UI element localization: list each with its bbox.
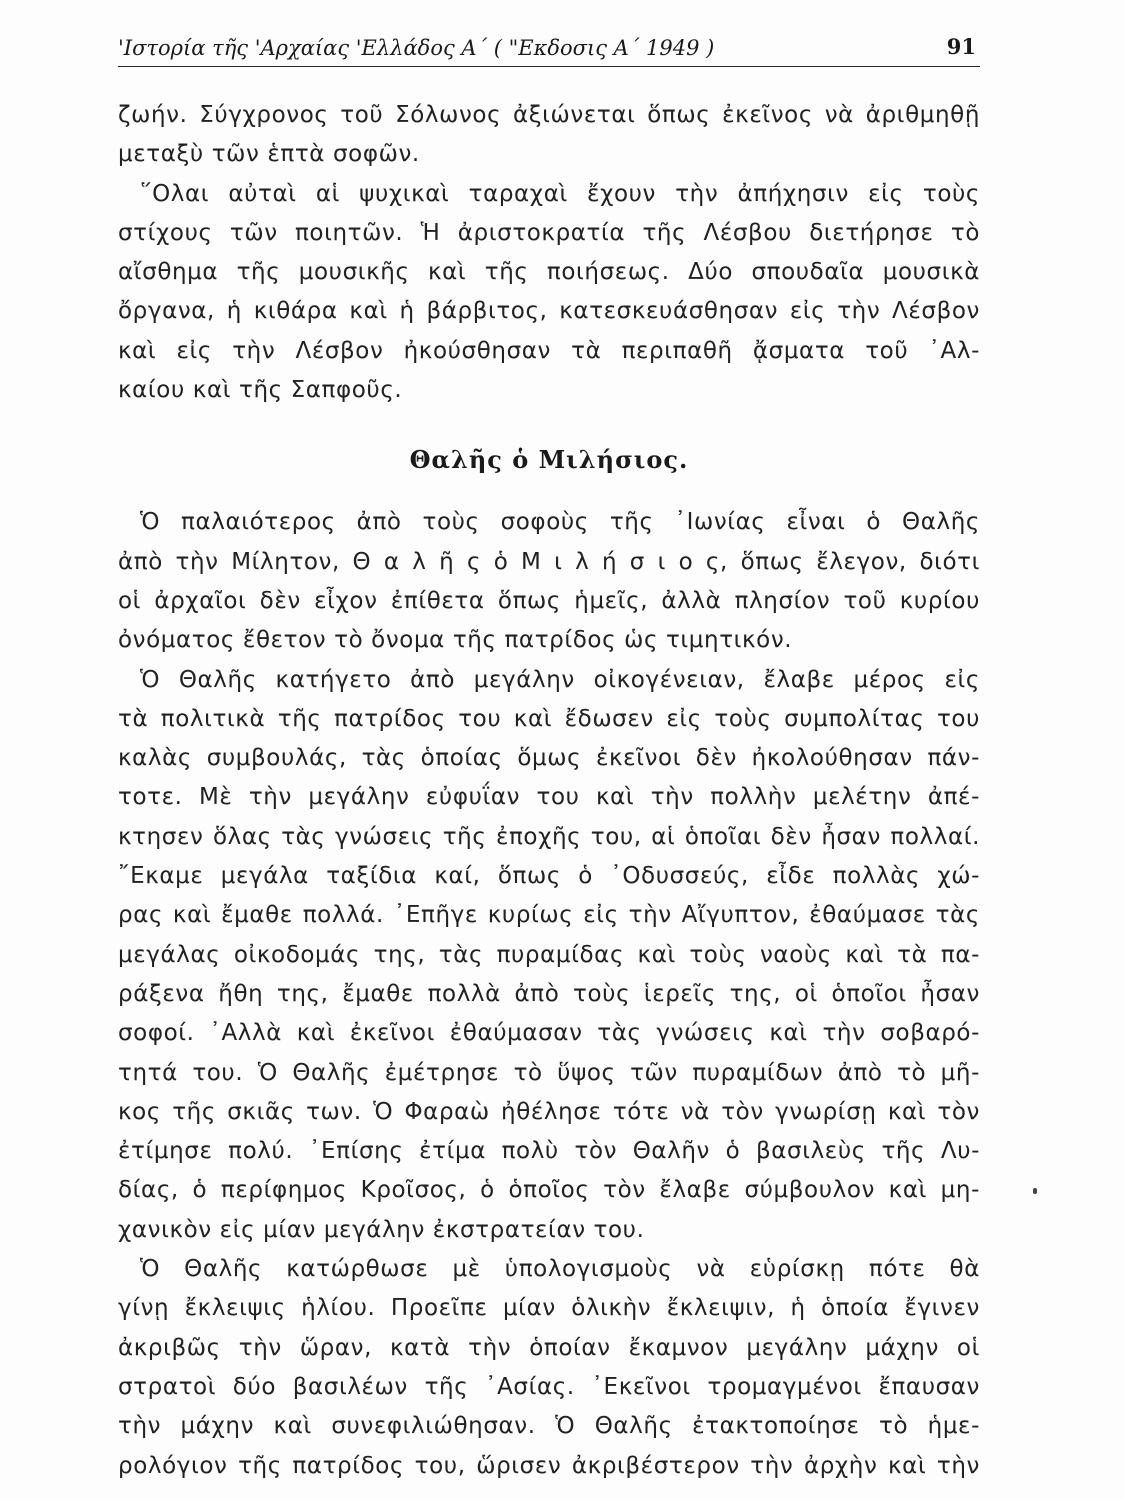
- text-line: κτησεν ὅλας τὰς γνώσεις τῆς ἐποχῆς του, αἱ ὁποῖαι δὲν ἦσαν πολλαί.: [118, 823, 980, 850]
- text-line: χανικὸν εἰς μίαν μεγάλην ἐκστρατείαν του.: [118, 1216, 645, 1243]
- paragraph-3: [118, 503, 980, 660]
- paragraph-4: [118, 661, 980, 1250]
- text-line: ρολόγιον τῆς πατρίδος του, ὥρισεν ἀκριβέστερον τὴν ἀρχὴν καὶ τὴν: [118, 1452, 980, 1479]
- text-line: ἀπὸ τὴν Μίλητον, Θ α λ ῆ ς ὁ Μ ι λ ή σ ι ο ς, ὅπως ἔλεγον, διότι: [118, 548, 980, 575]
- text-line: ὄργανα, ἡ κιθάρα καὶ ἡ βάρβιτος, κατεσκευάσθησαν εἰς τὴν Λέσβον: [118, 298, 980, 325]
- paragraph-5: [118, 1250, 980, 1486]
- text-line: ἀκριβῶς τὴν ὥραν, κατὰ τὴν ὁποίαν ἔκαμνον μεγάλην μάχην οἱ: [118, 1334, 980, 1361]
- text-line: σοφοί. ᾿Αλλὰ καὶ ἐκεῖνοι ἐθαύμασαν τὰς γνώσεις καὶ τὴν σοβαρό-: [118, 1020, 980, 1047]
- text-line: δίας, ὁ περίφημος Κροῖσος, ὁ ὁποῖος τὸν ἔλαβε σύμβουλον καὶ μη-: [118, 1177, 980, 1204]
- section-heading: Θαλῆς ὁ Μιλήσιος.: [409, 445, 689, 475]
- text-line: αἴσθημα τῆς μουσικῆς καὶ τῆς ποιήσεως. Δύο σπουδαῖα μουσικὰ: [118, 259, 980, 286]
- text-line: Ὁ Θαλῆς κατήγετο ἀπὸ μεγάλην οἰκογένειαν, ἔλαβε μέρος εἰς: [140, 666, 980, 693]
- text-line: τητά του. Ὁ Θαλῆς ἐμέτρησε τὸ ὕψος τῶν πυραμίδων ἀπὸ τὸ μῆ-: [118, 1059, 980, 1086]
- paragraph-2: [118, 175, 980, 411]
- running-header: [118, 32, 980, 67]
- text-line: καὶ εἰς τὴν Λέσβον ἠκούσθησαν τὰ περιπαθῆ ᾄσματα τοῦ ᾿Αλ-: [118, 337, 980, 364]
- text-line: ράξενα ἤθη της, ἔμαθε πολλὰ ἀπὸ τοὺς ἱερεῖς της, οἱ ὁποῖοι ἦσαν: [118, 980, 980, 1007]
- text-line: γίνῃ ἔκλειψις ἡλίου. Προεῖπε μίαν ὁλικὴν ἔκλειψιν, ἡ ὁποία ἔγινεν: [118, 1295, 980, 1322]
- text-line: τὴν μάχην καὶ συνεφιλιώθησαν. Ὁ Θαλῆς ἐτακτοποίησε τὸ ἡμε-: [118, 1413, 980, 1440]
- text-line: καίου καὶ τῆς Σαπφοῦς.: [118, 377, 403, 404]
- body-text: [118, 96, 980, 1486]
- text-line: οἱ ἀρχαῖοι δὲν εἶχον ἐπίθετα ὅπως ἡμεῖς, ἀλλὰ πλησίον τοῦ κυρίου: [118, 587, 980, 614]
- text-line: ῞Ολαι αὐταὶ αἱ ψυχικαὶ ταραχαὶ ἔχουν τὴν ἀπήχησιν εἰς τοὺς: [140, 180, 980, 207]
- text-line: Ὁ Θαλῆς κατώρθωσε μὲ ὑπολογισμοὺς νὰ εὑρίσκῃ πότε θὰ: [140, 1256, 980, 1283]
- header-title: 'Ιστορία τῆς 'Αρχαίας 'Ελλάδος Α΄ ( "Εκδοσις Α΄ 1949 ): [118, 36, 715, 60]
- page-number: 91: [946, 34, 976, 59]
- text-line: μεταξὺ τῶν ἑπτὰ σοφῶν.: [118, 141, 420, 168]
- text-line: κος τῆς σκιᾶς των. Ὁ Φαραὼ ἠθέλησε τότε νὰ τὸν γνωρίσῃ καὶ τὸν: [118, 1098, 980, 1125]
- text-line: Ὁ παλαιότερος ἀπὸ τοὺς σοφοὺς τῆς ᾿Ιωνίας εἶναι ὁ Θαλῆς: [140, 509, 980, 536]
- ink-speck: [1033, 1188, 1037, 1194]
- text-line: ἐτίμησε πολύ. ᾿Επίσης ἐτίμα πολὺ τὸν Θαλῆν ὁ βασιλεὺς τῆς Λυ-: [118, 1138, 980, 1165]
- text-line: ρας καὶ ἔμαθε πολλά. ᾿Επῆγε κυρίως εἰς τὴν Αἴγυπτον, ἐθαύμασε τὰς: [118, 902, 980, 929]
- text-line: τοτε. Μὲ τὴν μεγάλην εὐφυΐαν του καὶ τὴν πολλὴν μελέτην ἀπέ-: [118, 784, 980, 811]
- text-line: καλὰς συμβουλάς, τὰς ὁποίας ὅμως ἐκεῖνοι δὲν ἠκολούθησαν πάν-: [118, 745, 980, 772]
- text-line: ζωήν. Σύγχρονος τοῦ Σόλωνος ἀξιώνεται ὅπως ἐκεῖνος νὰ ἀριθμηθῇ: [118, 102, 980, 128]
- text-line: ὀνόματος ἔθετον τὸ ὄνομα τῆς πατρίδος ὡς τιμητικόν.: [118, 627, 793, 654]
- paragraph-1: [118, 96, 980, 175]
- text-line: ῎Εκαμε μεγάλα ταξίδια καί, ὅπως ὁ ᾿Οδυσσεύς, εἶδε πολλὰς χώ-: [118, 863, 980, 890]
- text-line: στρατοὶ δύο βασιλέων τῆς ᾿Ασίας. ᾿Εκεῖνοι τρομαγμένοι ἔπαυσαν: [118, 1373, 980, 1400]
- text-line: τὰ πολιτικὰ τῆς πατρίδος του καὶ ἔδωσεν εἰς τοὺς συμπολίτας του: [118, 705, 980, 732]
- text-line: μεγάλας οἰκοδομάς της, τὰς πυραμίδας καὶ τοὺς ναοὺς καὶ τὰ πα-: [118, 941, 980, 968]
- text-line: στίχους τῶν ποιητῶν. Ἡ ἀριστοκρατία τῆς Λέσβου διετήρησε τὸ: [118, 219, 980, 246]
